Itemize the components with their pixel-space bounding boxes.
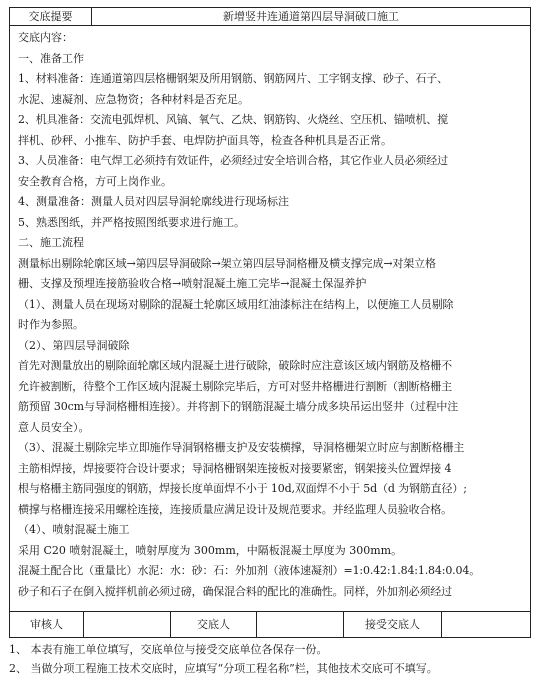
subsection-heading: （4）、喷射混凝土施工	[18, 523, 130, 536]
note-item: 2、 当做分项工程施工技术交底时，应填写“分项工程名称”栏，其他技术交底可不填写。	[9, 662, 438, 675]
content-line: 采用 C20 喷射混凝土，喷射厚度为 300mm，中隔板混凝土厚度为 300mm。	[18, 543, 403, 557]
receiver-label: 接受交底人	[344, 612, 442, 638]
content-line: 砂子和石子在倒入搅拌机前必须过磅，确保混合料的配比的准确性。同样，外加剂必须经过	[18, 584, 452, 598]
content-line: 主筋相焊接，焊接要符合设计要求；导洞格栅钢架连接板对接要紧密，钢架接头位置焊接 4	[18, 461, 452, 475]
content-line: （1）、测量人员在现场对剔除的混凝土轮廓区域用红油漆标注在结构上，以便施工人员剔除	[18, 297, 454, 311]
receiver-signature-field[interactable]	[442, 612, 530, 638]
reviewer-label: 审核人	[10, 612, 84, 638]
summary-label: 交底提要	[10, 8, 92, 25]
content-line: 筋预留 30cm与导洞格栅相连接）。并将割下的钢筋混凝土墙分成多块吊运出竖井（过程中注	[18, 400, 459, 413]
section-heading: 一、准备工作	[18, 51, 84, 65]
discloser-label: 交底人	[171, 612, 257, 638]
content-line: 水泥、速凝剂、应急物资；各种材料是否充足。	[18, 92, 249, 106]
content-line: 3、人员准备：电气焊工必须持有效证件，必须经过安全培训合格，其它作业人员必须经过	[18, 154, 448, 167]
content-line: 5、熟悉图纸，并严格按照图纸要求进行施工。	[18, 215, 245, 229]
content-line: 允许被割断，待整个工作区域内混凝土剔除完毕后，方可对竖井格栅进行割断（割断格栅主	[18, 379, 452, 393]
content-line: （3）、混凝土剔除完毕立即施作导洞钢格栅支护及安装横撑，导洞格栅架立时应与割断格栅主	[18, 441, 465, 454]
note-item: 1、 本表有施工单位填写，交底单位与接受交底单位各保存一份。	[9, 643, 328, 656]
reviewer-signature-field[interactable]	[84, 612, 171, 638]
form-notes	[9, 640, 534, 678]
content-line: 1、材料准备：连通道第四层格栅钢架及所用钢筋、钢筋网片、工字钢支撑、砂子、石子、	[18, 72, 448, 85]
content-line: 意人员安全）。	[18, 420, 90, 434]
form-header-row	[10, 8, 530, 26]
content-line: 测量标出剔除轮廓区域→第四层导洞破除→架立第四层导洞格栅及横支撑完成→对架立格	[18, 256, 436, 270]
disclosure-content	[10, 26, 530, 611]
content-line: 时作为参照。	[18, 318, 84, 331]
content-line: 根与格栅主筋同强度的钢筋，焊接长度单面焊不小于 10d,双面焊不小于 5d（d 为钢筋直径）;	[18, 482, 467, 495]
content-line: 拌机、砂秤、小推车、防护手套、电焊防护面具等，检查各种机具是否正常。	[18, 133, 392, 147]
signature-row	[10, 611, 530, 638]
content-line: 安全教育合格，方可上岗作业。	[18, 174, 172, 188]
disclosure-title: 新增竖井连通道第四层导洞破口施工	[223, 10, 399, 23]
content-line: 4、测量准备：测量人员对四层导洞轮廓线进行现场标注	[18, 195, 289, 208]
content-line: 混凝土配合比（重量比）水泥：水：砂：石：外加剂（液体速凝剂）=1:0.42:1.84:1.84:0.04。	[18, 564, 481, 577]
content-line: 横撑与格栅连接采用螺栓连接，连接质量应满足设计及规范要求。并经监理人员验收合格。	[18, 502, 452, 516]
subsection-heading: （2）、第四层导洞破除	[18, 338, 130, 352]
discloser-signature-field[interactable]	[257, 612, 344, 638]
content-line: 交底内容：	[18, 31, 73, 44]
content-line: 栅、支撑及预埋连接筋验收合格→喷射混凝土施工完毕→混凝土保湿养护	[18, 277, 367, 290]
content-line: 首先对测量放出的剔除面轮廓区域内混凝土进行破除，破除时应注意该区域内钢筋及格栅不	[18, 359, 452, 372]
disclosure-form	[9, 7, 531, 638]
content-line: 2、机具准备：交流电弧焊机、风镐、氧气、乙炔、钢筋钩、火烧丝、空压机、锚喷机、搅	[18, 113, 448, 126]
section-heading: 二、施工流程	[18, 236, 84, 249]
